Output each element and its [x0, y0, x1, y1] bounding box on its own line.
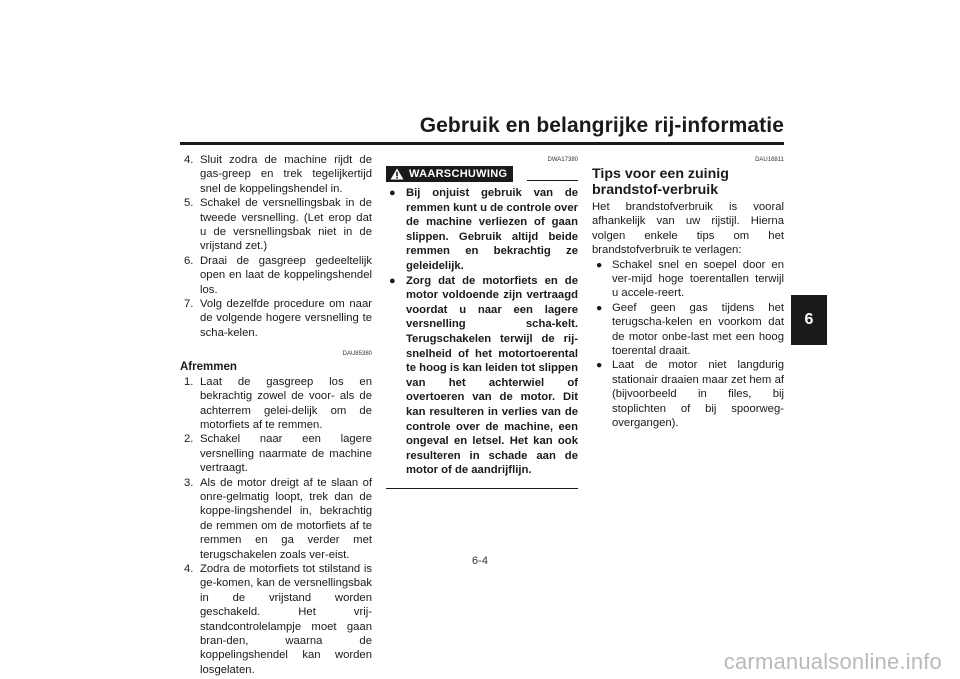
step-number: 7.	[184, 298, 194, 311]
step-text: Schakel de versnellingsbak in de tweede versnelling. (Let erop dat u de versnellingsbak niet in de vrijstand zet.)	[200, 197, 372, 253]
reference-code: DWA17380	[547, 157, 578, 163]
warning-triangle-icon	[390, 168, 404, 180]
tip-text: Geef geen gas tijdens het terugscha-kelen en voorkom dat de motor onbe-last met een hoog toerental draait.	[612, 301, 784, 358]
tip-text: Laat de motor niet langdurig stationair draaien maar zet hem af (bijvoorbeeld in files, bij stoplichten of bij spoorweg-overgangen).	[612, 359, 784, 430]
step-text: Laat de gasgreep los en bekrachtig zowel de voor- als de achterrem gelei-delijk om de motorfiets af te remmen.	[200, 375, 372, 431]
list-item	[180, 375, 372, 433]
bullet-icon: ●	[596, 359, 603, 372]
step-number: 2.	[184, 433, 194, 446]
braking-steps-list	[180, 375, 372, 678]
list-item	[180, 297, 372, 340]
watermark: carmanualsonline.info	[723, 649, 942, 674]
warning-label: WAARSCHUWING	[409, 167, 508, 180]
section-subheading: Afremmen	[180, 361, 237, 374]
warning-badge	[386, 166, 513, 182]
list-item	[180, 196, 372, 254]
warning-bottom-rule	[386, 488, 578, 490]
step-number: 4.	[184, 154, 194, 166]
intro-paragraph: Het brandstofverbruik is vooral afhankelijk van uw rijstijl. Hierna volgen enkele tips om het brandstofverbruik te verlagen:	[592, 201, 784, 257]
bullet-icon: ●	[596, 258, 603, 271]
list-item	[180, 153, 372, 196]
list-item	[180, 254, 372, 297]
column-2	[386, 152, 578, 489]
tip-text: Schakel snel en soepel door en ver-mijd hoge toerentallen terwijl u accele-reert.	[612, 258, 784, 300]
section-title: Tips voor een zuinig brandstof-verbruik	[592, 166, 729, 198]
step-text: Sluit zodra de machine rijdt de gas-greep en trek tegelijkertijd snel de koppelingshendel in.	[200, 154, 372, 195]
step-text: Als de motor dreigt af te slaan of onre-gelmatig loopt, trek dan de koppe-lingshendel in, bekrachtig de remmen om de motorfiets af te remmen en ga verder met terugschakelen zoals ver-eist.	[200, 476, 372, 561]
list-item	[592, 258, 784, 301]
bullet-icon: ●	[389, 274, 396, 287]
bullet-icon: ●	[389, 187, 396, 199]
bullet-icon: ●	[596, 301, 603, 314]
column-1	[180, 153, 372, 677]
step-text: Draai de gasgreep gedeeltelijk open en laat de koppelingshendel los.	[200, 254, 372, 296]
step-number: 1.	[184, 375, 194, 388]
warning-rule	[527, 180, 578, 182]
list-item	[180, 432, 372, 475]
reference-code: DAU85380	[342, 351, 372, 358]
page-number: 6-4	[472, 555, 488, 567]
tips-list	[592, 258, 784, 431]
list-item	[386, 274, 578, 478]
list-item	[592, 358, 784, 430]
step-text: Volg dezelfde procedure om naar de volgende hogere versnelling te scha-kelen.	[200, 298, 372, 339]
column-3	[592, 152, 784, 431]
warning-list	[386, 186, 578, 478]
page-header-title: Gebruik en belangrijke rij-informatie	[419, 114, 784, 137]
step-number: 3.	[184, 476, 194, 489]
list-item	[592, 301, 784, 359]
step-text: Schakel naar een lagere versnelling naarmate de machine vertraagt.	[200, 433, 372, 475]
list-item	[386, 186, 578, 274]
list-item	[180, 562, 372, 677]
step-number: 4.	[184, 562, 194, 575]
steps-list	[180, 153, 372, 340]
warning-header	[386, 166, 578, 182]
list-item	[180, 476, 372, 562]
warning-text: Bij onjuist gebruik van de remmen kunt u de controle over de machine verliezen of gaan slippen. Gebruik altijd beide remmen en bekrachtig ze geleidelijk.	[406, 187, 579, 272]
step-number: 6.	[184, 254, 194, 267]
step-text: Zodra de motorfiets tot stilstand is ge-komen, kan de versnellingsbak in de vrijstand worden geschakeld. Het vrij-standcontrolelampje moet gaan bran-den, waarna de koppelingshendel kan worden losgelaten.	[200, 562, 372, 676]
reference-code: DAU16811	[755, 157, 784, 163]
warning-text: Zorg dat de motorfiets en de motor voldoende zijn vertraagd voordat u naar een lagere versnelling scha-kelt. Terugschakelen terwijl de rij-snelheid of het motortoerental te hoog is kan leiden tot slippen van het achterwiel of overtoeren van de motor. Dit kan resulteren in verlies van de controle over de machine, een ongeval en letsel. Het kan ook resulteren in schade aan de motor of de aandrijflijn.	[406, 274, 578, 477]
step-number: 5.	[184, 197, 194, 210]
header-rule	[180, 142, 784, 145]
chapter-tab: 6	[791, 295, 827, 345]
